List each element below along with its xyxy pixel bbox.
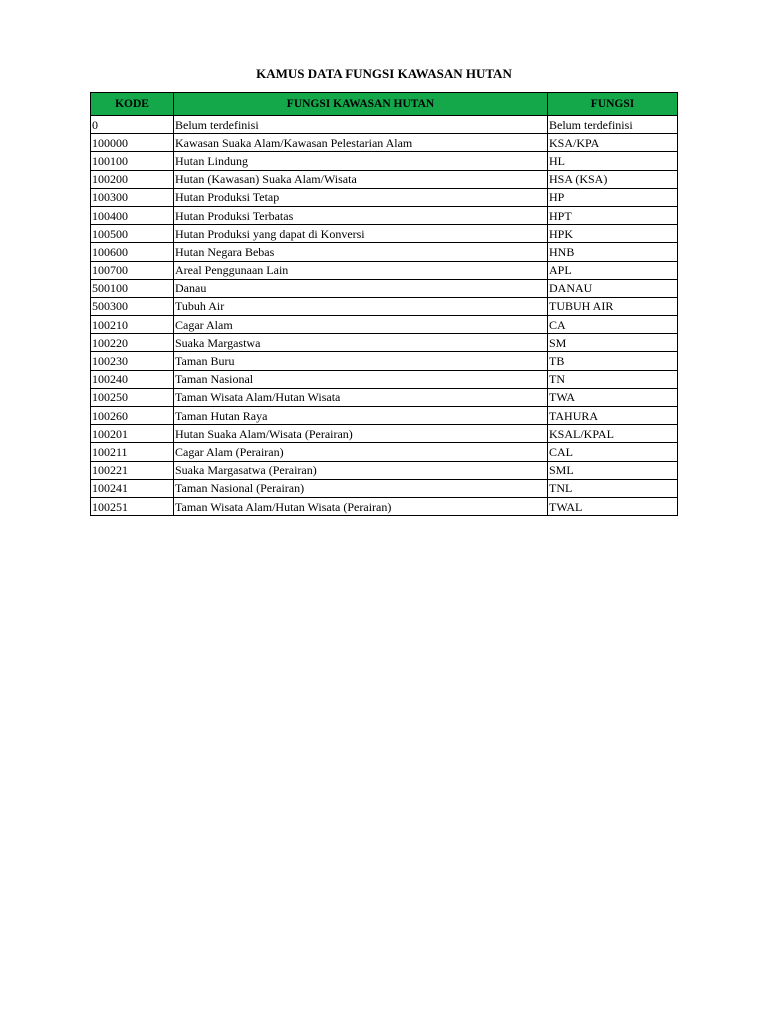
cell-kode: 100500 xyxy=(91,225,174,243)
cell-fungsi: HPT xyxy=(548,206,678,224)
cell-fungsi-kawasan-hutan: Hutan Negara Bebas xyxy=(174,243,548,261)
cell-fungsi: TWA xyxy=(548,388,678,406)
cell-fungsi-kawasan-hutan: Kawasan Suaka Alam/Kawasan Pelestarian Alam xyxy=(174,134,548,152)
table-row xyxy=(91,152,678,170)
table-row xyxy=(91,134,678,152)
cell-fungsi-kawasan-hutan: Hutan Produksi Terbatas xyxy=(174,206,548,224)
header-fungsi-kawasan-hutan: FUNGSI KAWASAN HUTAN xyxy=(174,93,548,116)
cell-kode: 500100 xyxy=(91,279,174,297)
cell-fungsi-kawasan-hutan: Taman Nasional (Perairan) xyxy=(174,479,548,497)
cell-kode: 100201 xyxy=(91,425,174,443)
cell-kode: 100221 xyxy=(91,461,174,479)
table-header xyxy=(91,93,678,116)
cell-kode: 100230 xyxy=(91,352,174,370)
cell-fungsi: TB xyxy=(548,352,678,370)
cell-kode: 100251 xyxy=(91,497,174,515)
cell-fungsi: APL xyxy=(548,261,678,279)
cell-fungsi-kawasan-hutan: Cagar Alam xyxy=(174,316,548,334)
cell-fungsi: TWAL xyxy=(548,497,678,515)
table-row xyxy=(91,479,678,497)
table-row xyxy=(91,370,678,388)
cell-fungsi-kawasan-hutan: Hutan (Kawasan) Suaka Alam/Wisata xyxy=(174,170,548,188)
cell-fungsi: CAL xyxy=(548,443,678,461)
cell-fungsi-kawasan-hutan: Suaka Margasatwa (Perairan) xyxy=(174,461,548,479)
table-row xyxy=(91,388,678,406)
cell-kode: 100100 xyxy=(91,152,174,170)
table-row xyxy=(91,279,678,297)
table-body xyxy=(91,116,678,516)
cell-kode: 100210 xyxy=(91,316,174,334)
cell-kode: 500300 xyxy=(91,297,174,315)
cell-kode: 100000 xyxy=(91,134,174,152)
table-row xyxy=(91,188,678,206)
cell-fungsi: SM xyxy=(548,334,678,352)
cell-fungsi-kawasan-hutan: Taman Nasional xyxy=(174,370,548,388)
table-row xyxy=(91,352,678,370)
cell-kode: 100250 xyxy=(91,388,174,406)
cell-fungsi: HP xyxy=(548,188,678,206)
cell-fungsi: TUBUH AIR xyxy=(548,297,678,315)
cell-fungsi-kawasan-hutan: Taman Hutan Raya xyxy=(174,407,548,425)
cell-kode: 100220 xyxy=(91,334,174,352)
cell-kode: 0 xyxy=(91,116,174,134)
cell-kode: 100211 xyxy=(91,443,174,461)
cell-fungsi: TNL xyxy=(548,479,678,497)
cell-fungsi: HPK xyxy=(548,225,678,243)
cell-fungsi: HL xyxy=(548,152,678,170)
cell-kode: 100200 xyxy=(91,170,174,188)
cell-kode: 100260 xyxy=(91,407,174,425)
cell-kode: 100300 xyxy=(91,188,174,206)
cell-kode: 100700 xyxy=(91,261,174,279)
cell-fungsi-kawasan-hutan: Taman Wisata Alam/Hutan Wisata (Perairan) xyxy=(174,497,548,515)
cell-fungsi-kawasan-hutan: Suaka Margastwa xyxy=(174,334,548,352)
cell-kode: 100241 xyxy=(91,479,174,497)
header-row xyxy=(91,93,678,116)
cell-fungsi-kawasan-hutan: Hutan Suaka Alam/Wisata (Perairan) xyxy=(174,425,548,443)
cell-fungsi: SML xyxy=(548,461,678,479)
data-dictionary-table xyxy=(90,92,678,516)
cell-fungsi-kawasan-hutan: Cagar Alam (Perairan) xyxy=(174,443,548,461)
table-row xyxy=(91,407,678,425)
cell-fungsi: TN xyxy=(548,370,678,388)
table-row xyxy=(91,443,678,461)
table-row xyxy=(91,206,678,224)
table-row xyxy=(91,461,678,479)
table-row xyxy=(91,497,678,515)
cell-fungsi-kawasan-hutan: Hutan Produksi Tetap xyxy=(174,188,548,206)
cell-fungsi-kawasan-hutan: Taman Wisata Alam/Hutan Wisata xyxy=(174,388,548,406)
table-row xyxy=(91,334,678,352)
cell-fungsi-kawasan-hutan: Belum terdefinisi xyxy=(174,116,548,134)
cell-fungsi-kawasan-hutan: Taman Buru xyxy=(174,352,548,370)
header-fungsi: FUNGSI xyxy=(548,93,678,116)
cell-fungsi: KSA/KPA xyxy=(548,134,678,152)
table-row xyxy=(91,297,678,315)
cell-kode: 100600 xyxy=(91,243,174,261)
document-title: KAMUS DATA FUNGSI KAWASAN HUTAN xyxy=(256,66,512,81)
header-kode: KODE xyxy=(91,93,174,116)
cell-fungsi: HSA (KSA) xyxy=(548,170,678,188)
cell-fungsi: KSAL/KPAL xyxy=(548,425,678,443)
table-row xyxy=(91,243,678,261)
cell-kode: 100400 xyxy=(91,206,174,224)
table-row xyxy=(91,116,678,134)
table-row xyxy=(91,316,678,334)
cell-fungsi-kawasan-hutan: Areal Penggunaan Lain xyxy=(174,261,548,279)
cell-kode: 100240 xyxy=(91,370,174,388)
cell-fungsi-kawasan-hutan: Danau xyxy=(174,279,548,297)
cell-fungsi: DANAU xyxy=(548,279,678,297)
table-row xyxy=(91,261,678,279)
cell-fungsi: TAHURA xyxy=(548,407,678,425)
table-row xyxy=(91,425,678,443)
cell-fungsi: Belum terdefinisi xyxy=(548,116,678,134)
cell-fungsi-kawasan-hutan: Hutan Produksi yang dapat di Konversi xyxy=(174,225,548,243)
table-row xyxy=(91,225,678,243)
cell-fungsi: HNB xyxy=(548,243,678,261)
table-row xyxy=(91,170,678,188)
cell-fungsi-kawasan-hutan: Tubuh Air xyxy=(174,297,548,315)
cell-fungsi: CA xyxy=(548,316,678,334)
cell-fungsi-kawasan-hutan: Hutan Lindung xyxy=(174,152,548,170)
